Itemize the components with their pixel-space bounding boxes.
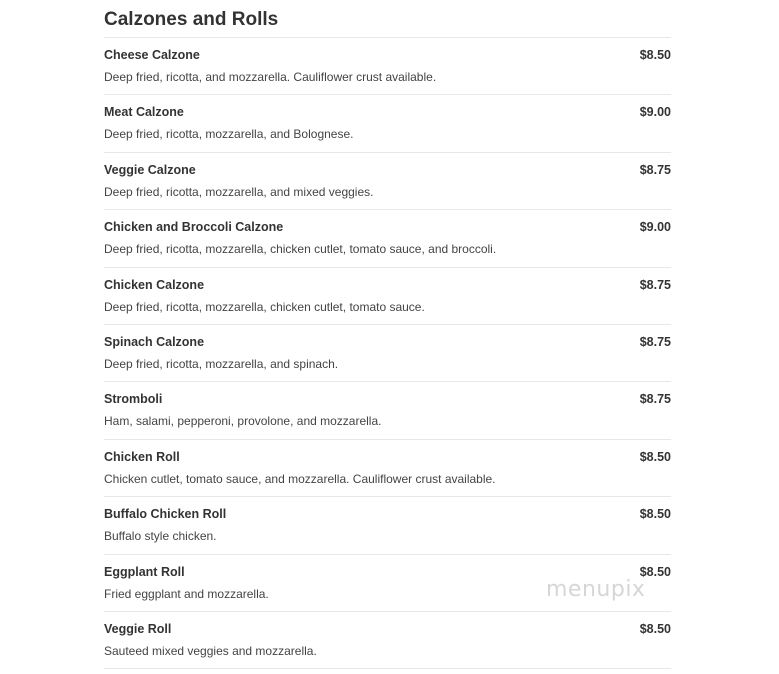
- item-description: Ham, salami, pepperoni, provolone, and mozzarella.: [104, 414, 382, 429]
- menu-item: [104, 210, 671, 267]
- menu-item: [104, 268, 671, 325]
- menu-item: [104, 38, 671, 95]
- item-description: Fried eggplant and mozzarella.: [104, 586, 269, 601]
- menupix-watermark: menupix: [546, 577, 646, 602]
- menu-item: [104, 325, 671, 382]
- item-description: Deep fried, ricotta, mozzarella, and Bolognese.: [104, 127, 354, 142]
- item-description: Deep fried, ricotta, and mozzarella. Cauliflower crust available.: [104, 70, 437, 84]
- item-price: $8.50: [639, 564, 671, 579]
- menu-item: [104, 612, 671, 669]
- item-name: Eggplant Roll: [104, 564, 185, 579]
- menu-item: [104, 153, 671, 210]
- item-name: Chicken Roll: [104, 449, 180, 464]
- item-price: $8.75: [639, 277, 671, 292]
- item-description: Chicken cutlet, tomato sauce, and mozzarella. Cauliflower crust available.: [104, 471, 496, 486]
- item-price: $8.75: [639, 334, 671, 349]
- item-name: Buffalo Chicken Roll: [104, 507, 227, 522]
- item-description: Deep fried, ricotta, mozzarella, and mixed veggies.: [104, 184, 374, 199]
- item-price: $8.50: [639, 48, 671, 62]
- item-name: Veggie Roll: [104, 621, 172, 636]
- menu-list: [104, 38, 671, 669]
- menu-item: [104, 382, 671, 439]
- item-name: Veggie Calzone: [104, 162, 196, 177]
- item-description: Deep fried, ricotta, mozzarella, and spinach.: [104, 356, 339, 371]
- menu-item: [104, 95, 671, 152]
- item-description: Sauteed mixed veggies and mozzarella.: [104, 643, 317, 658]
- item-price: $8.50: [639, 507, 671, 522]
- section-title: Calzones and Rolls: [104, 0, 671, 38]
- item-price: $8.75: [639, 162, 671, 177]
- item-price: $8.75: [639, 392, 671, 407]
- item-name: Meat Calzone: [104, 105, 184, 120]
- item-price: $9.00: [639, 220, 671, 235]
- menu-item: [104, 440, 671, 497]
- item-price: $8.50: [639, 621, 671, 636]
- item-price: $9.00: [639, 105, 671, 120]
- item-description: Deep fried, ricotta, mozzarella, chicken cutlet, tomato sauce.: [104, 299, 425, 314]
- menu-section: [104, 0, 671, 669]
- item-description: Deep fried, ricotta, mozzarella, chicken cutlet, tomato sauce, and broccoli.: [104, 242, 497, 257]
- item-name: Cheese Calzone: [104, 48, 200, 62]
- item-price: $8.50: [639, 449, 671, 464]
- item-name: Chicken and Broccoli Calzone: [104, 220, 284, 235]
- item-name: Stromboli: [104, 392, 163, 407]
- menu-item: [104, 497, 671, 554]
- item-name: Chicken Calzone: [104, 277, 205, 292]
- item-description: Buffalo style chicken.: [104, 529, 217, 544]
- item-name: Spinach Calzone: [104, 334, 205, 349]
